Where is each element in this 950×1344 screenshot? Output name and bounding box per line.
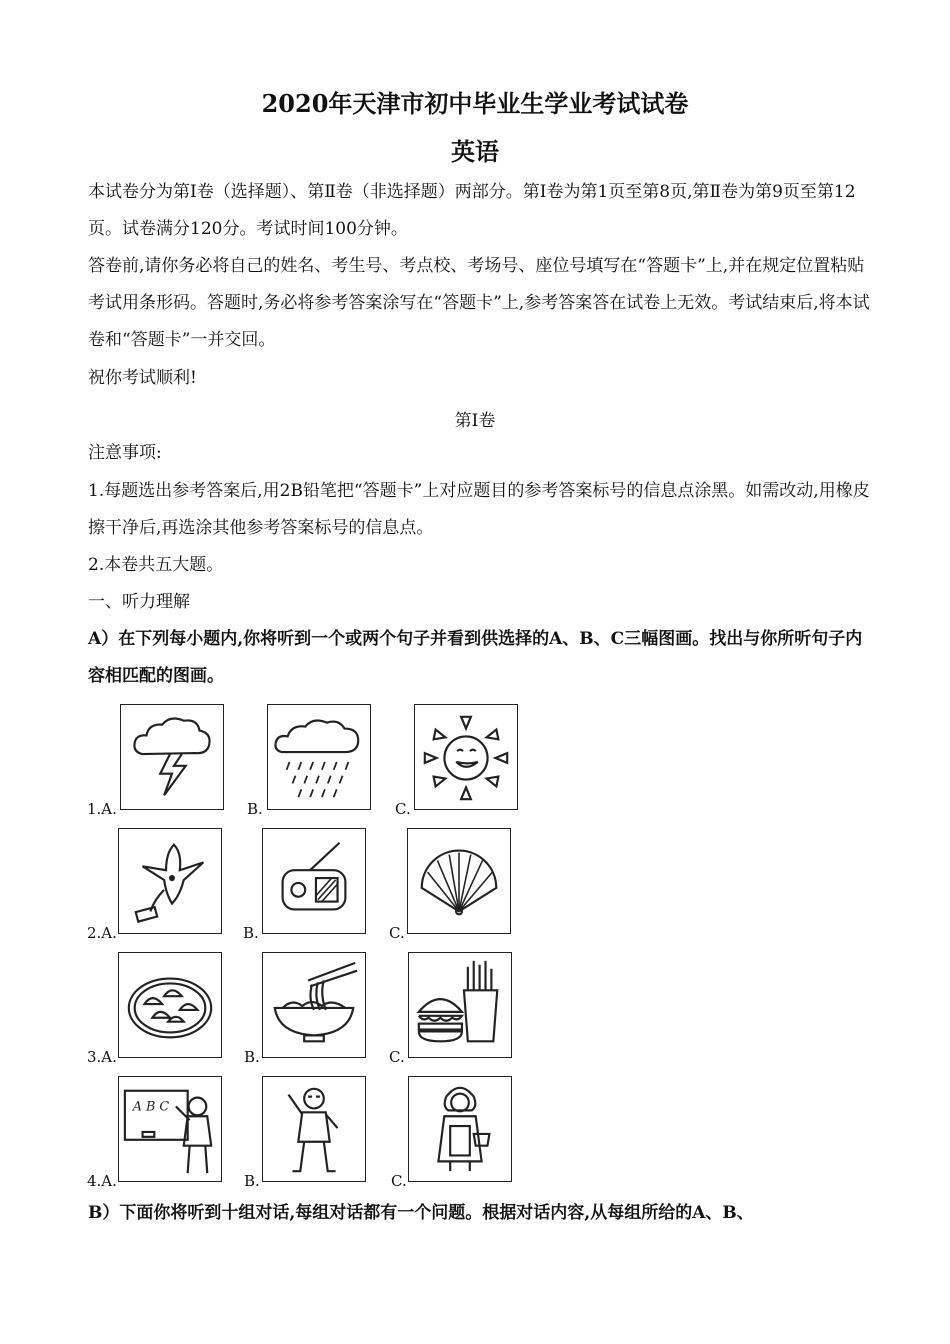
folding-fan-icon <box>407 828 511 934</box>
kite-icon <box>118 828 222 934</box>
question-row-3 <box>0 950 950 1070</box>
part-b-instructions: B）下面你将听到十组对话,每组对话都有一个问题。根据对话内容,从每组所给的A、B、 <box>88 1203 754 1223</box>
intro-paragraph-1: 本试卷分为第Ⅰ卷（选择题）、第Ⅱ卷（非选择题）两部分。第Ⅰ卷为第1页至第8页,第Ⅱ卷为第9页至第12页。试卷满分120分。考试时间100分钟。 <box>88 182 856 239</box>
question-row-1 <box>0 702 950 822</box>
option-b-label: B. <box>244 1048 260 1066</box>
old-man-icon <box>262 1076 366 1182</box>
listening-heading: 一、听力理解 <box>88 592 190 612</box>
option-c-label: C. <box>391 1172 407 1190</box>
rain-cloud-icon <box>267 704 371 810</box>
question-label: 1.A. <box>87 800 117 818</box>
svg-text:A B C: A B C <box>132 1099 170 1115</box>
question-label: 2.A. <box>87 924 117 942</box>
notes-heading: 注意事项: <box>88 443 162 463</box>
note-2: 2.本卷共五大题。 <box>88 555 224 575</box>
question-row-2 <box>0 826 950 946</box>
question-label: 3.A. <box>87 1048 117 1066</box>
note-1: 1.每题选出参考答案后,用2B铅笔把“答题卡”上对应题目的参考答案标号的信息点涂黑。如需改动,用橡皮擦干净后,再选涂其他参考答案标号的信息点。 <box>88 481 870 538</box>
question-label: 4.A. <box>87 1172 117 1190</box>
option-c-label: C. <box>389 1048 405 1066</box>
dumplings-plate-icon <box>118 952 222 1058</box>
option-c-label: C. <box>389 924 405 942</box>
woman-apron-icon <box>408 1076 512 1182</box>
intro-paragraph-3: 祝你考试顺利! <box>88 368 197 388</box>
option-b-label: B. <box>244 1172 260 1190</box>
option-c-label: C. <box>395 800 411 818</box>
smiling-sun-icon <box>414 704 518 810</box>
burger-fries-icon <box>408 952 512 1058</box>
section-title: 第Ⅰ卷 <box>454 411 496 431</box>
radio-icon <box>262 828 366 934</box>
intro-paragraph-2: 答卷前,请你务必将自己的姓名、考生号、考点校、考场号、座位号填写在“答题卡”上,并在规定位置粘贴考试用条形码。答题时,务必将参考答案涂写在“答题卡”上,参考答案答在试卷上无效。考试结束后,将本试卷和“答题卡”一并交回。 <box>88 256 870 350</box>
option-b-label: B. <box>243 924 259 942</box>
part-a-instructions: A）在下列每小题内,你将听到一个或两个句子并看到供选择的A、B、C三幅图画。找出与你所听句子内容相匹配的图画。 <box>88 629 863 686</box>
thunderstorm-icon <box>120 704 224 810</box>
question-row-4 <box>0 1074 950 1194</box>
exam-title: 2020年天津市初中毕业生学业考试试卷 <box>261 89 689 118</box>
teacher-blackboard-icon <box>118 1076 222 1182</box>
subject-title: 英语 <box>451 137 499 166</box>
noodle-bowl-icon <box>262 952 366 1058</box>
option-b-label: B. <box>247 800 263 818</box>
